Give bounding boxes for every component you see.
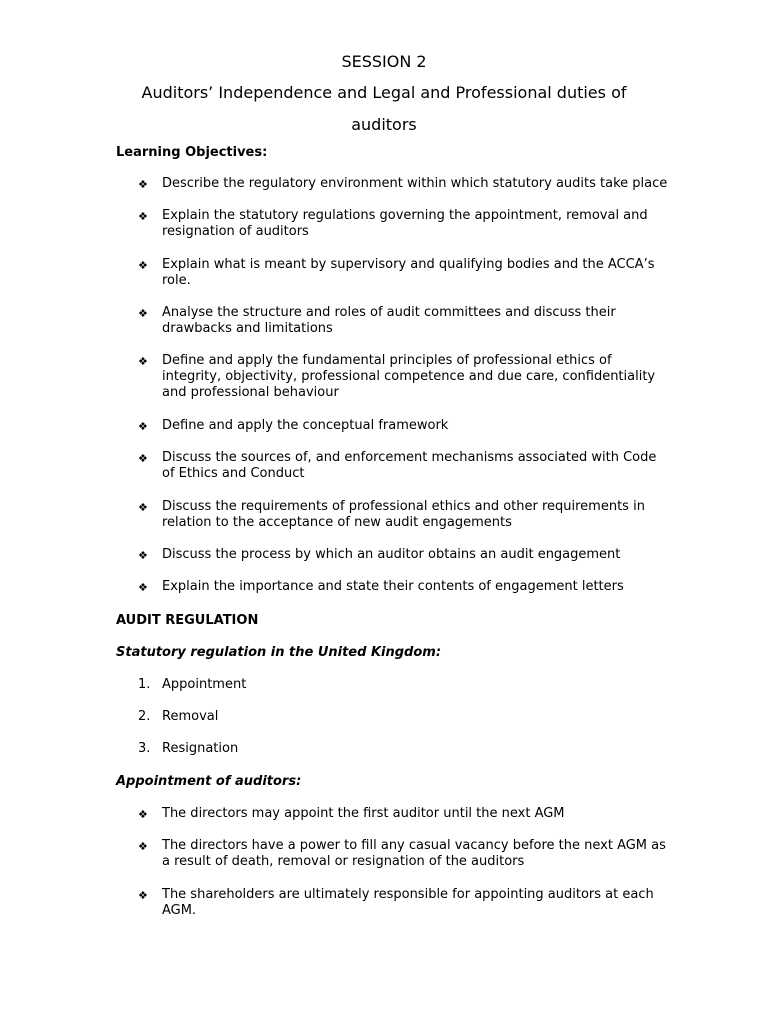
- appointment-text: The directors may appoint the first auditor until the next AGM: [162, 806, 565, 821]
- numbered-item-text: Appointment: [162, 677, 247, 692]
- appointment-item: [138, 806, 668, 822]
- objective-item: [138, 450, 668, 482]
- list-number: 1.: [138, 677, 151, 692]
- diamond-bullet-icon: ❖: [138, 808, 148, 821]
- objective-text: Define and apply the fundamental principles of professional ethics of integrity, objectivity, professional competence and due care, confidentiality and professional behaviour: [162, 353, 656, 400]
- diamond-bullet-icon: ❖: [138, 840, 148, 853]
- objective-text: Discuss the requirements of professional ethics and other requirements in relation to the acceptance of new audit engagements: [162, 499, 645, 530]
- numbered-item: [138, 709, 668, 725]
- audit-regulation-heading: AUDIT REGULATION: [116, 613, 259, 628]
- diamond-bullet-icon: ❖: [138, 307, 148, 320]
- numbered-item-text: Removal: [162, 709, 219, 724]
- main-title-line-1: Auditors’ Independence and Legal and Professional duties of: [141, 83, 627, 102]
- diamond-bullet-icon: ❖: [138, 452, 148, 465]
- numbered-item: [138, 677, 668, 693]
- diamond-bullet-icon: ❖: [138, 355, 148, 368]
- diamond-bullet-icon: ❖: [138, 178, 148, 191]
- diamond-bullet-icon: ❖: [138, 501, 148, 514]
- objective-text: Discuss the sources of, and enforcement mechanisms associated with Code of Ethics and Conduct: [162, 450, 657, 481]
- objective-text: Define and apply the conceptual framework: [162, 418, 449, 433]
- appointment-text: The directors have a power to fill any casual vacancy before the next AGM as a result of death, removal or resignation of the auditors: [162, 838, 666, 869]
- objective-text: Explain the statutory regulations governing the appointment, removal and resignation of auditors: [162, 208, 648, 239]
- objective-item: [138, 418, 668, 434]
- main-title-line-2: auditors: [351, 115, 417, 134]
- objective-item: [138, 579, 668, 595]
- appointment-heading: Appointment of auditors:: [116, 774, 302, 789]
- objective-text: Discuss the process by which an auditor obtains an audit engagement: [162, 547, 621, 562]
- appointment-item: [138, 838, 668, 870]
- appointment-item: [138, 887, 668, 919]
- objective-item: [138, 176, 668, 192]
- diamond-bullet-icon: ❖: [138, 259, 148, 272]
- list-number: 2.: [138, 709, 151, 724]
- session-title: SESSION 2: [341, 52, 427, 71]
- list-number: 3.: [138, 741, 151, 756]
- numbered-item-text: Resignation: [162, 741, 239, 756]
- appointment-text: The shareholders are ultimately responsible for appointing auditors at each AGM.: [162, 887, 654, 918]
- objective-item: [138, 257, 668, 289]
- objective-text: Explain what is meant by supervisory and qualifying bodies and the ACCA’s role.: [162, 257, 655, 288]
- numbered-item: [138, 741, 668, 757]
- objective-text: Describe the regulatory environment within which statutory audits take place: [162, 176, 668, 191]
- diamond-bullet-icon: ❖: [138, 549, 148, 562]
- objective-item: [138, 499, 668, 531]
- diamond-bullet-icon: ❖: [138, 889, 148, 902]
- objective-item: [138, 208, 668, 240]
- diamond-bullet-icon: ❖: [138, 210, 148, 223]
- learning-objectives-heading: Learning Objectives:: [116, 145, 268, 160]
- objective-item: [138, 353, 668, 401]
- diamond-bullet-icon: ❖: [138, 581, 148, 594]
- objective-item: [138, 547, 668, 563]
- statutory-regulation-heading: Statutory regulation in the United Kingdom:: [116, 645, 442, 660]
- objective-text: Analyse the structure and roles of audit committees and discuss their drawbacks and limitations: [162, 305, 616, 336]
- objective-text: Explain the importance and state their contents of engagement letters: [162, 579, 624, 594]
- objective-item: [138, 305, 668, 337]
- diamond-bullet-icon: ❖: [138, 420, 148, 433]
